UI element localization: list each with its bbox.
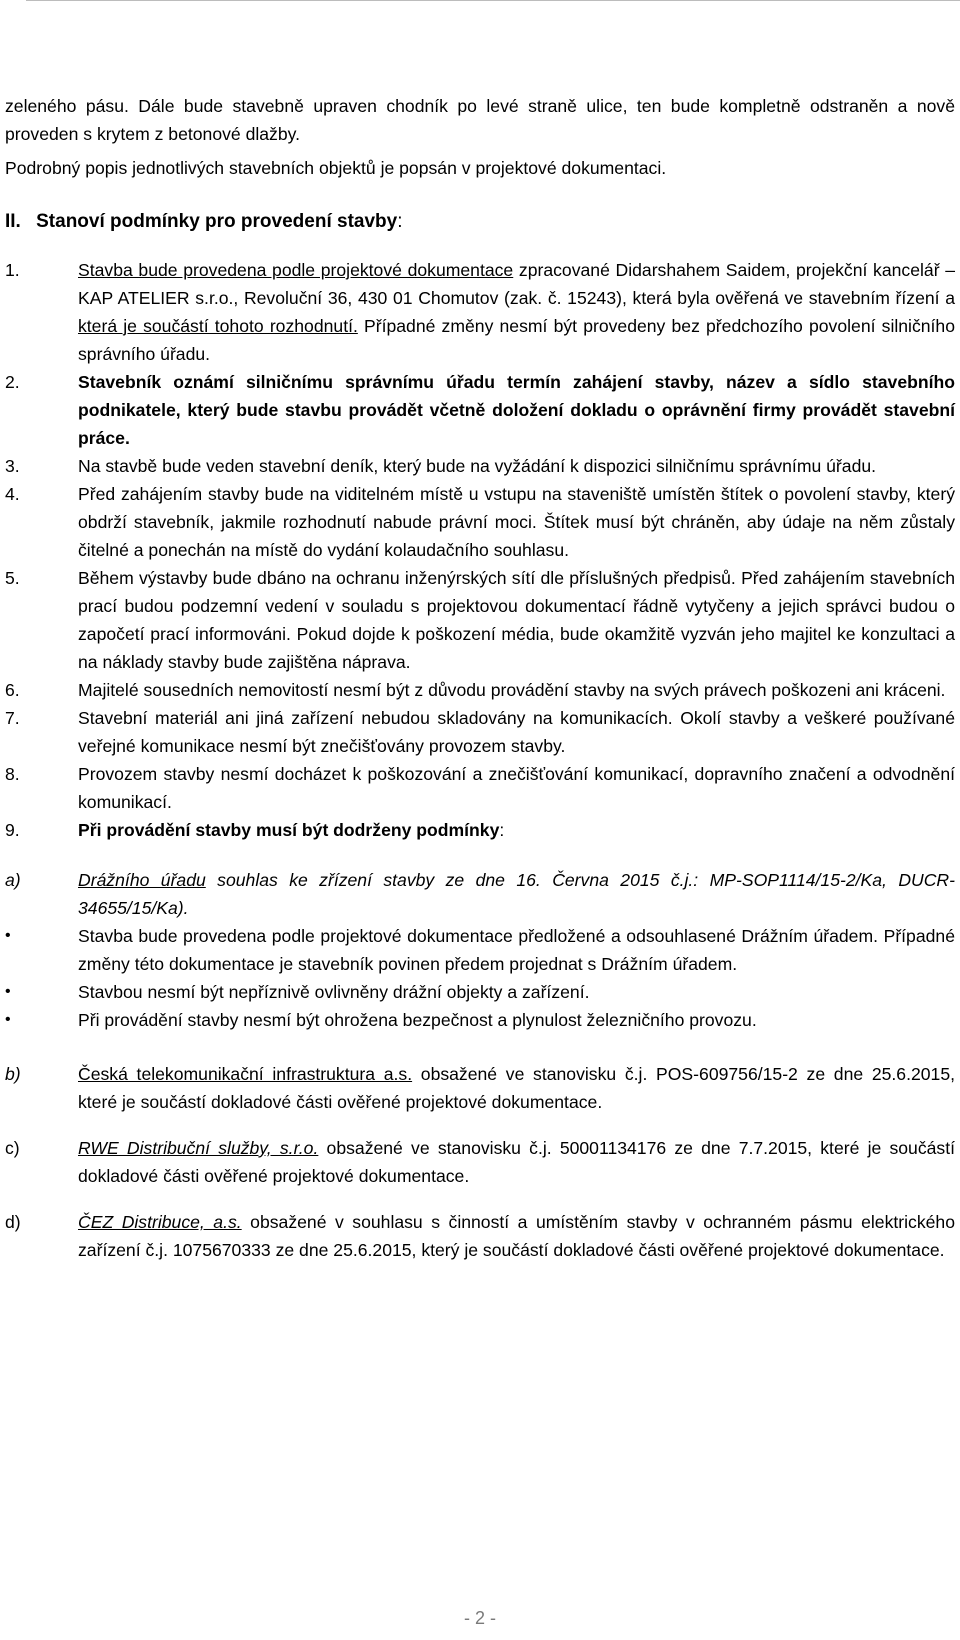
section-number: II. — [5, 211, 21, 232]
condition-text-part: zpracované Didarshahem Saidem, projekční kancelář – KAP ATELIER s.r.o., Revoluční 36, 430 01 Chomutov (zak. č. 15243), která byla ověřená ve stavebním řízení a — [78, 260, 956, 308]
subitem-label: d) — [5, 1212, 21, 1232]
subitem-text — [78, 866, 955, 922]
top-rule — [26, 0, 960, 1]
bullet-text: Při provádění stavby nesmí být ohrožena bezpečnost a plynulost železničního provozu. — [78, 1010, 757, 1030]
subitem-a — [5, 866, 955, 922]
condition-text: Stavební materiál ani jiná zařízení nebudou skladovány na komunikacích. Okolí stavby a veškeré používané veřejné komunikace nesmí být znečišťovány provozem stavby. — [78, 708, 955, 756]
condition-text: Před zahájením stavby bude na viditelném místě u vstupu na staveniště umístěn štítek o povolení stavby, který obdrží stavebník, jakmile rozhodnutí nabude právní moci. Štítek musí být chráněn, aby údaje na něm zůstaly čitelné a ponechán na místě do vydání kolaudačního souhlasu. — [78, 484, 955, 560]
bullet-item — [5, 978, 955, 1006]
subitem-org-link: RWE Distribuční služby, s.r.o. — [78, 1138, 319, 1158]
condition-colon: : — [499, 820, 505, 840]
section-title: Stanoví podmínky pro provedení stavby — [36, 211, 398, 232]
condition-number: 9. — [5, 820, 20, 840]
subitem-rest: obsažené v souhlasu s činností a umístěním stavby v ochranném pásmu elektrického zařízení č.j. 1075670333 ze dne 25.6.2015, který je součástí dokladové části ověřené projektové dokumentace. — [78, 1212, 955, 1260]
condition-item — [5, 676, 955, 704]
condition-text: Během výstavby bude dbáno na ochranu inženýrských sítí dle příslušných předpisů. Před zahájením stavebních prací budou podzemní vedení v souladu s projektovou dokumentací řádně vytyčeny a jejich správci budou o započetí prací informováni. Pokud dojde k poškození média, bude okamžitě vyzván jeho majitel ke konzultaci a na náklady stavby bude zajištěna náprava. — [78, 568, 955, 672]
condition-number: 7. — [5, 708, 20, 728]
condition-text: Stavebník oznámí silničnímu správnímu úřadu termín zahájení stavby, název a sídlo stavebního podnikatele, který bude stavbu provádět včetně doložení dokladu o oprávnění firmy provádět stavební práce. — [78, 372, 955, 448]
subitem-a-bullets — [5, 922, 955, 1034]
bullet-glyph: • — [5, 927, 11, 944]
condition-text: Provozem stavby nesmí docházet k poškozování a znečišťování komunikací, dopravního značení a odvodnění komunikací. — [78, 764, 955, 812]
bullet-item — [5, 922, 955, 978]
conditions-list — [5, 256, 955, 844]
section-heading — [5, 208, 955, 236]
section-colon: : — [397, 211, 403, 232]
bullet-glyph: • — [5, 983, 11, 1000]
condition-item — [5, 256, 955, 368]
bullet-item — [5, 1006, 955, 1034]
subitem-org-link: ČEZ Distribuce, a.s. — [78, 1212, 242, 1232]
intro-paragraph: zeleného pásu. Dále bude stavebně upraven chodník po levé straně ulice, ten bude kompletně odstraněn a nově proveden s krytem z betonové dlažby. — [5, 96, 955, 144]
intro-note: Podrobný popis jednotlivých stavebních objektů je popsán v projektové dokumentaci. — [5, 158, 667, 178]
page-number: - 2 - — [463, 1608, 496, 1628]
condition-text — [78, 256, 955, 368]
condition-number: 2. — [5, 372, 20, 392]
subitem-text — [78, 1060, 955, 1116]
condition-number: 4. — [5, 484, 20, 504]
subitem-rest: souhlas ke zřízení stavby ze dne 16. Června 2015 č.j.: MP-SOP1114/15-2/Ka, DUCR-34655/15/Ka). — [78, 870, 955, 918]
condition-number: 3. — [5, 456, 20, 476]
subitem-rest: obsažené ve stanovisku č.j. 50001134176 ze dne 7.7.2015, které je součástí dokladové části ověřené projektové dokumentace. — [78, 1138, 955, 1186]
subitem-label: b) — [5, 1064, 21, 1084]
subitem-text — [78, 1134, 955, 1190]
subitem-org-link: Česká telekomunikační infrastruktura a.s. — [78, 1064, 413, 1084]
condition-number: 5. — [5, 568, 20, 588]
condition-item — [5, 564, 955, 676]
condition-number: 6. — [5, 680, 20, 700]
condition-item — [5, 760, 955, 816]
subitem-d — [5, 1208, 955, 1264]
condition-bold-text: Při provádění stavby musí být dodrženy podmínky — [78, 820, 500, 840]
subitem-org-link: Drážního úřadu — [78, 870, 206, 890]
subitem-text — [78, 1208, 955, 1264]
condition-item — [5, 452, 955, 480]
condition-number: 1. — [5, 260, 20, 280]
condition-underlined: která je součástí tohoto rozhodnutí. — [78, 316, 358, 336]
condition-text-part: Případné změny nesmí být provedeny bez předchozího povolení silničního správního úřadu. — [78, 316, 955, 364]
bullet-glyph: • — [5, 1011, 11, 1028]
subitem-c — [5, 1134, 955, 1190]
condition-link: Stavba bude provedena podle projektové dokumentace — [78, 260, 514, 280]
bullet-text: Stavba bude provedena podle projektové dokumentace předložené a odsouhlasené Drážním úřadem. Případné změny této dokumentace je stavebník povinen předem projednat s Drážním úřadem. — [78, 926, 955, 974]
document-page — [5, 92, 955, 1264]
subitem-label: a) — [5, 870, 21, 890]
bullet-text: Stavbou nesmí být nepříznivě ovlivněny drážní objekty a zařízení. — [78, 982, 590, 1002]
condition-text: Majitelé sousedních nemovitostí nesmí být z důvodu provádění stavby na svých právech poškozeni ani kráceni. — [78, 680, 946, 700]
subitem-b — [5, 1060, 955, 1116]
condition-item — [5, 816, 955, 844]
subitem-label: c) — [5, 1138, 20, 1158]
condition-item — [5, 704, 955, 760]
condition-item — [5, 368, 955, 452]
condition-number: 8. — [5, 764, 20, 784]
condition-text: Na stavbě bude veden stavební deník, který bude na vyžádání k dispozici silničnímu správnímu úřadu. — [78, 456, 877, 476]
subitem-rest: obsažené ve stanovisku č.j. POS-609756/15-2 ze dne 25.6.2015, které je součástí dokladové části ověřené projektové dokumentace. — [78, 1064, 955, 1112]
condition-item — [5, 480, 955, 564]
condition-text — [78, 816, 955, 844]
